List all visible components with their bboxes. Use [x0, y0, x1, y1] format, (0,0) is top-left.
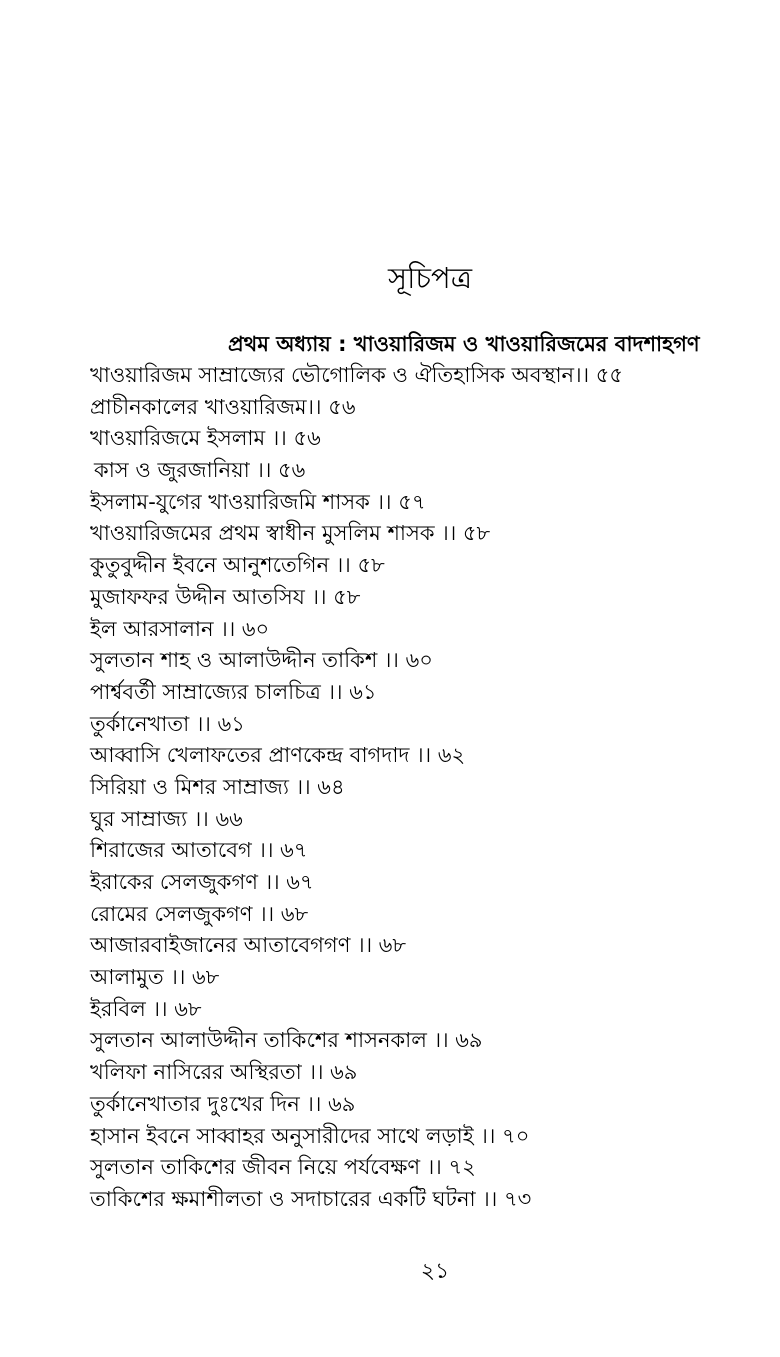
toc-entry: রোমের সেলজুকগণ ।। ৬৮: [90, 901, 309, 926]
toc-entry: খাওয়ারিজম সাম্রাজ্যের ভৌগোলিক ও ঐতিহাসিক অবস্থান।। ৫৫: [90, 363, 624, 387]
toc-entry: তুর্কানেখাতা ।। ৬১: [90, 711, 245, 736]
page-number: ২১: [420, 1259, 450, 1284]
toc-entry: খাওয়ারিজমের প্রথম স্বাধীন মুসলিম শাসক ।। ৫৮: [90, 521, 491, 546]
toc-entry: খলিফা নাসিরের অস্থিরতা ।। ৬৯: [90, 1060, 358, 1085]
page-title: সূচিপত্র: [387, 261, 473, 295]
toc-entry: তাকিশের ক্ষমাশীলতা ও সদাচারের একটি ঘটনা ।। ৭৩: [90, 1186, 532, 1211]
toc-entry: আলামুত ।। ৬৮: [90, 965, 220, 990]
toc-entry: হাসান ইবনে সাব্বাহর অনুসারীদের সাথে লড়াই ।। ৭০: [90, 1123, 530, 1148]
toc-entry: সুলতান আলাউদ্দীন তাকিশের শাসনকাল ।। ৬৯: [90, 1028, 483, 1053]
toc-entry: সুলতান শাহ ও আলাউদ্দীন তাকিশ ।। ৬০: [90, 648, 433, 673]
toc-entry: কাস ও জুরজানিয়া ।। ৫৬: [94, 458, 306, 483]
toc-entry: খাওয়ারিজমে ইসলাম ।। ৫৬: [90, 426, 321, 451]
chapter-heading: প্রথম অধ্যায় : খাওয়ারিজম ও খাওয়ারিজমের বাদশাহগণ: [228, 332, 700, 356]
toc-entry: আব্বাসি খেলাফতের প্রাণকেন্দ্র বাগদাদ ।। ৬২: [90, 743, 466, 768]
toc-entry: ইরবিল ।। ৬৮: [90, 996, 202, 1021]
toc-entry: শিরাজের আতাবেগ ।। ৬৭: [90, 838, 308, 863]
toc-entry: কুতুবুদ্দীন ইবনে আনুশতেগিন ।। ৫৮: [90, 553, 385, 578]
toc-entry: সিরিয়া ও মিশর সাম্রাজ্য ।। ৬৪: [90, 774, 345, 799]
toc-entry: ঘুর সাম্রাজ্য ।। ৬৬: [90, 806, 243, 831]
toc-entry: মুজাফফর উদ্দীন আতসিয ।। ৫৮: [90, 584, 361, 609]
toc-entry: তুর্কানেখাতার দুঃখের দিন ।। ৬৯: [90, 1091, 356, 1116]
toc-entry: ইসলাম-যুগের খাওয়ারিজমি শাসক ।। ৫৭: [90, 489, 426, 514]
toc-entry: সুলতান তাকিশের জীবন নিয়ে পর্যবেক্ষণ ।। ৭২: [90, 1155, 476, 1180]
toc-entry: ইল আরসালান ।। ৬০: [90, 616, 270, 641]
toc-entry: পার্শ্ববর্তী সাম্রাজ্যের চালচিত্র ।। ৬১: [90, 679, 377, 704]
toc-entry: আজারবাইজানের আতাবেগগণ ।। ৬৮: [90, 933, 407, 958]
table-of-contents: [90, 360, 623, 1216]
toc-entry: ইরাকের সেলজুকগণ ।। ৬৭: [90, 870, 314, 894]
toc-entry: প্রাচীনকালের খাওয়ারিজম।। ৫৬: [90, 394, 356, 419]
